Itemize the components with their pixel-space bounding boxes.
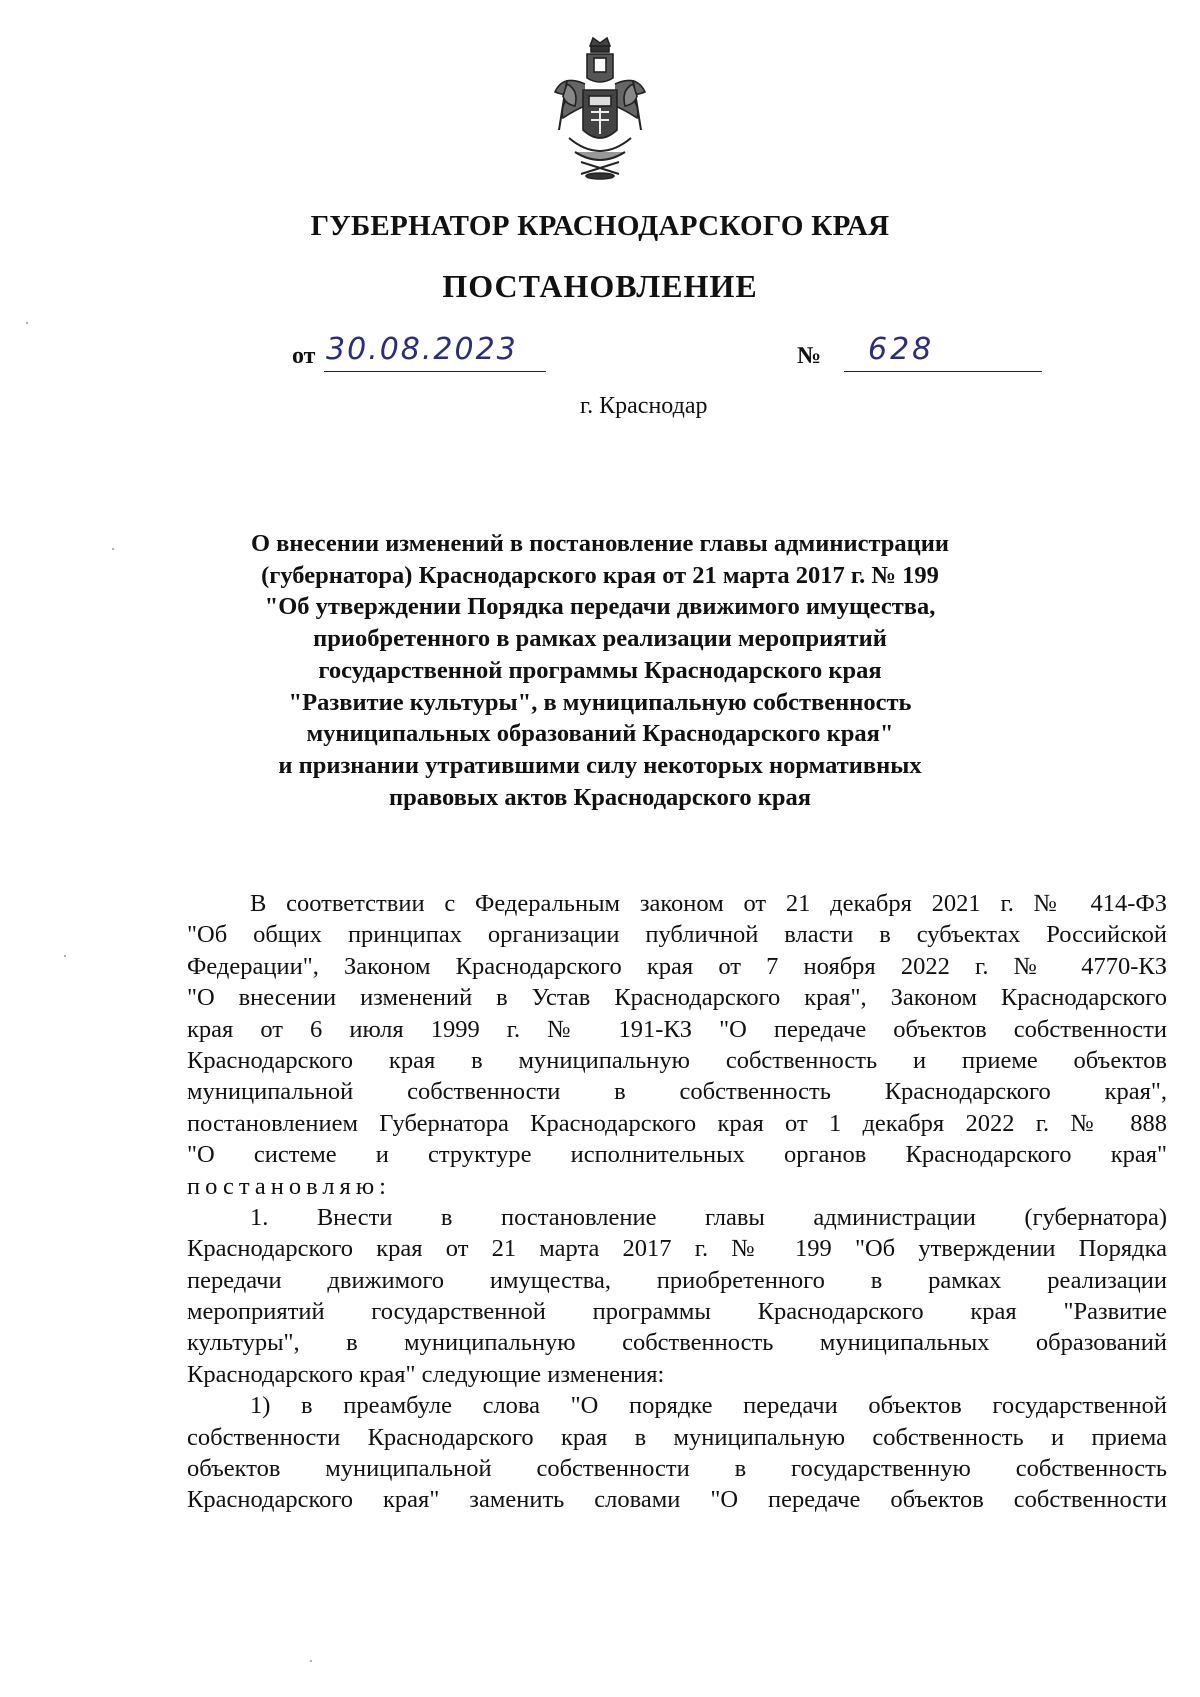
scan-speck [112, 548, 114, 550]
document-body [187, 888, 1167, 1516]
body-line: собственности Краснодарского края в муниципальную собственность и приема [187, 1423, 1167, 1451]
number-underline [844, 371, 1042, 372]
scan-speck [310, 1660, 312, 1662]
date-underline [324, 371, 546, 372]
body-line-resolve: постановляю: [187, 1172, 391, 1200]
body-line: края от 6 июля 1999 г. № 191-КЗ "О передаче объектов собственности [187, 1015, 1167, 1043]
body-line: Федерации", Законом Краснодарского края от 7 ноября 2022 г. № 4770-КЗ [187, 952, 1167, 980]
title-line: правовых актов Краснодарского края [388, 783, 811, 811]
title-line: и признании утратившими силу некоторых нормативных [278, 751, 922, 779]
date-label: от [292, 343, 316, 369]
title-line: муниципальных образований Краснодарского края" [306, 720, 894, 748]
body-line: Краснодарского края от 21 марта 2017 г. № 199 "Об утверждении Порядка [187, 1235, 1167, 1263]
body-line: мероприятий государственной программы Краснодарского края "Развитие [187, 1298, 1167, 1326]
body-line: Краснодарского края" следующие изменения: [187, 1360, 665, 1388]
body-line: постановлением Губернатора Краснодарского края от 1 декабря 2022 г. № 888 [187, 1109, 1167, 1137]
title-line: "Об утверждении Порядка передачи движимого имущества, [264, 593, 936, 621]
issuer-heading: ГУБЕРНАТОР КРАСНОДАРСКОГО КРАЯ [310, 210, 890, 242]
body-line: "Об общих принципах организации публичной власти в субъектах Российской [187, 921, 1167, 949]
body-line: В соответствии с Федеральным законом от 21 декабря 2021 г. № 414-ФЗ [250, 890, 1167, 917]
title-line: О внесении изменений в постановление главы администрации [250, 530, 950, 557]
title-line: приобретенного в рамках реализации мероприятий [313, 625, 887, 653]
document-type-heading: ПОСТАНОВЛЕНИЕ [442, 268, 758, 304]
body-line: 1. Внести в постановление главы администрации (губернатора) [250, 1203, 1167, 1231]
coat-of-arms-icon [545, 34, 655, 184]
scan-speck [64, 955, 66, 957]
body-line: "О внесении изменений в Устав Краснодарского края", Законом Краснодарского [187, 984, 1167, 1012]
scan-speck [26, 322, 28, 324]
body-line: "О системе и структуре исполнительных органов Краснодарского края" [187, 1141, 1167, 1169]
body-line: Краснодарского края" заменить словами "О передаче объектов собственности [187, 1486, 1167, 1514]
body-line: муниципальной собственности в собственность Краснодарского края", [187, 1078, 1167, 1106]
body-line: Краснодарского края в муниципальную собственность и приеме объектов [187, 1046, 1167, 1074]
date-value: 30.08.2023 [326, 332, 518, 367]
number-value: 628 [868, 332, 935, 367]
number-label: № [797, 343, 822, 369]
body-line: объектов муниципальной собственности в государственную собственность [187, 1455, 1167, 1483]
body-line: 1) в преамбуле слова "О порядке передачи объектов государственной [250, 1392, 1167, 1420]
title-line: государственной программы Краснодарского края [318, 656, 882, 684]
body-line: культуры", в муниципальную собственность муниципальных образований [187, 1329, 1167, 1357]
document-title [150, 528, 1050, 813]
title-line: (губернатора) Краснодарского края от 21 марта 2017 г. № 199 [261, 561, 939, 589]
city-label: г. Краснодар [580, 393, 708, 419]
body-line: передачи движимого имущества, приобретенного в рамках реализации [187, 1266, 1167, 1294]
title-line: "Развитие культуры", в муниципальную собственность [288, 688, 912, 716]
